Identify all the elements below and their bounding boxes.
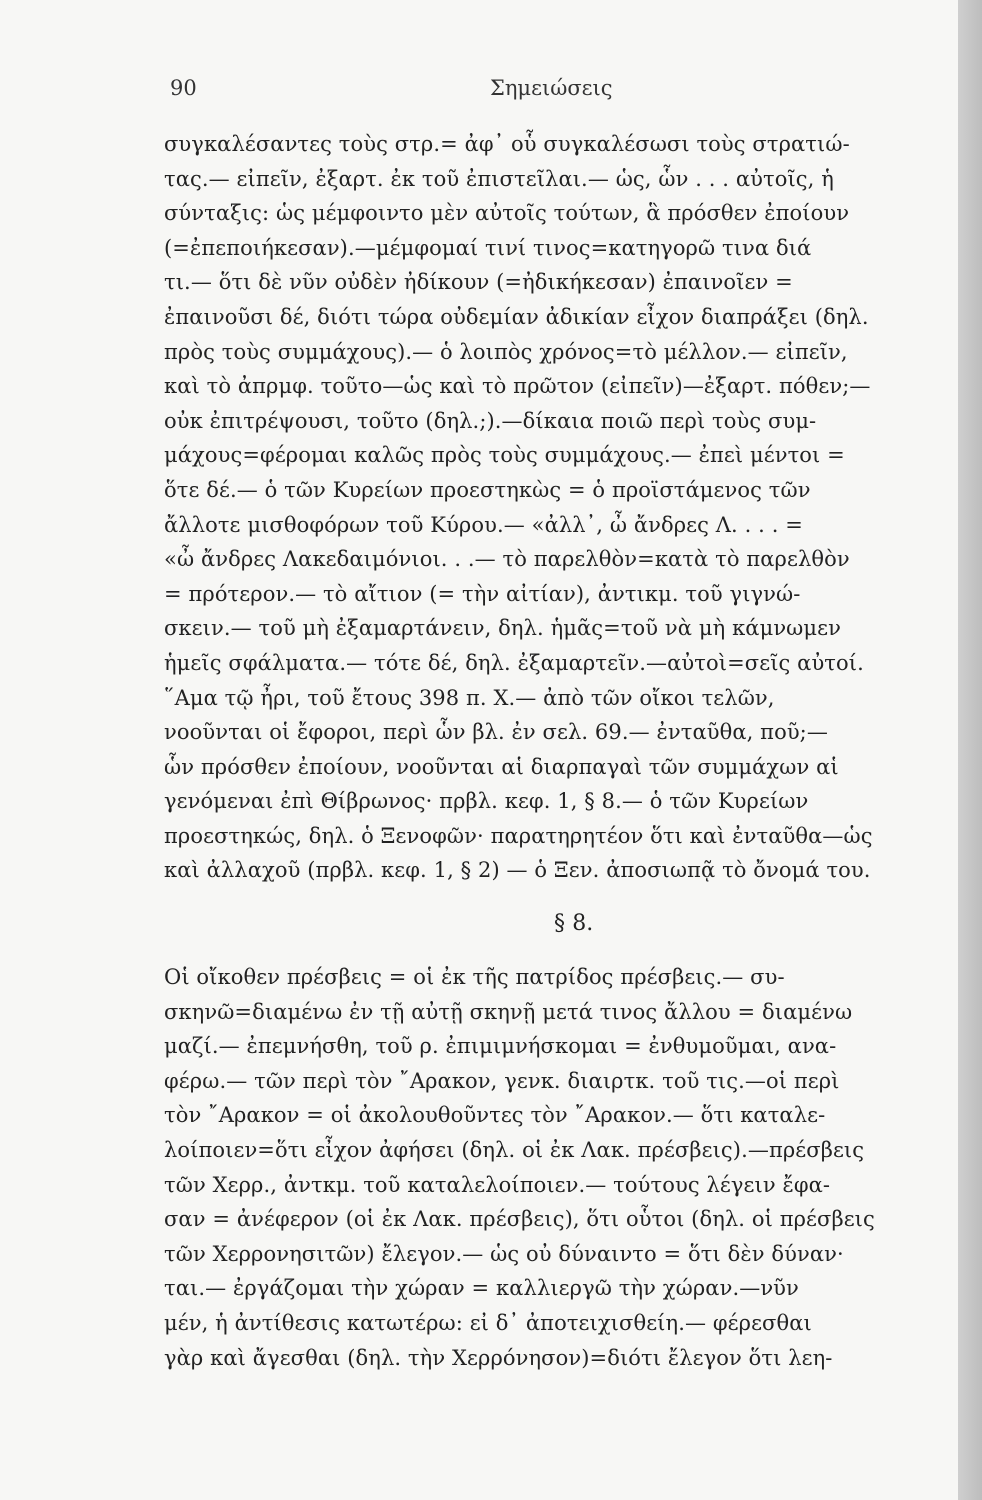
text-line: (=ἐπεποιήκεσαν).—μέμφομαί τινί τινος=κατηγορῶ τινα διά [164,235,812,260]
text-line: Οἱ οἴκοθεν πρέσβεις = οἱ ἐκ τῆς πατρίδος πρέσβεις.— συ- [164,965,785,990]
text-line: σαν = ἀνέφερον (οἱ ἐκ Λακ. πρέσβεις), ὅτι οὗτοι (δηλ. οἱ πρέσβεις [164,1207,875,1232]
text-line: ὅτε δέ.— ὁ τῶν Κυρείων προεστηκὼς = ὁ προϊστάμενος τῶν [164,477,811,502]
text-line: μάχους=φέρομαι καλῶς πρὸς τοὺς συμμάχους.— ἐπεὶ μέντοι = [164,443,845,468]
text-line: καὶ τὸ ἀπρμφ. τοῦτο—ὡς καὶ τὸ πρῶτον (εἰπεῖν)—ἐξαρτ. πόθεν;— [164,374,871,399]
text-line: οὐκ ἐπιτρέψουσι, τοῦτο (δηλ.;).—δίκαια ποιῶ περὶ τοὺς συμ- [164,408,817,433]
text-line: ἐπαινοῦσι δέ, διότι τώρα οὐδεμίαν ἀδικίαν εἶχον διαπράξει (δηλ. [164,304,869,329]
text-line: τῶν Χερρ., ἀντκμ. τοῦ καταλελοίποιεν.— τούτους λέγειν ἔφα- [164,1172,831,1197]
text-line: μαζί.— ἐπεμνήσθη, τοῦ ρ. ἐπιμιμνήσκομαι = ἐνθυμοῦμαι, ανα- [164,1034,837,1059]
text-line: τας.— εἰπεῖν, ἐξαρτ. ἐκ τοῦ ἐπιστεῖλαι.— ὡς, ὧν . . . αὐτοῖς, ἡ [164,166,834,191]
text-line: = πρότερον.— τὸ αἴτιον (= τὴν αἰτίαν), ἀντικμ. τοῦ γιγνώ- [164,581,801,606]
text-line: καὶ ἀλλαχοῦ (πρβλ. κεφ. 1, § 2) — ὁ Ξεν. ἀποσιωπᾷ τὸ ὄνομά του. [164,858,871,883]
text-line: τὸν ῎Αρακον = οἱ ἀκολουθοῦντες τὸν ῎Αρακον.— ὅτι καταλε- [164,1103,826,1128]
text-line: πρὸς τοὺς συμμάχους).— ὁ λοιπὸς χρόνος=τὸ μέλλον.— εἰπεῖν, [164,339,848,364]
text-line: γὰρ καὶ ἄγεσθαι (δηλ. τὴν Χερρόνησον)=διότι ἔλεγον ὅτι λεη- [164,1345,833,1370]
text-line: συγκαλέσαντες τοὺς στρ.= ἀφ᾽ οὗ συγκαλέσωσι τοὺς στρατιώ- [164,132,850,156]
text-line: ἡμεῖς σφάλματα.— τότε δέ, δηλ. ἐξαμαρτεῖν.—αὐτοὶ=σεῖς αὐτοί. [164,650,864,675]
text-line: ἄλλοτε μισθοφόρων τοῦ Κύρου.— «ἀλλ᾽, ὦ ἄνδρες Λ. . . . = [164,512,803,537]
text-line: ται.— ἐργάζομαι τὴν χώραν = καλλιεργῶ τὴν χώραν.—νῦν [164,1276,799,1301]
text-line: ῞Αμα τῷ ἦρι, τοῦ ἔτους 398 π. Χ.— ἀπὸ τῶν οἴκοι τελῶν, [164,685,775,710]
text-line: λοίποιεν=ὅτι εἶχον ἀφήσει (δηλ. οἱ ἐκ Λακ. πρέσβεις).—πρέσβεις [164,1138,865,1163]
text-line: τῶν Χερρονησιτῶν) ἔλεγον.— ὡς οὐ δύναιντο = ὅτι δὲν δύναν· [164,1241,844,1266]
text-line: γενόμεναι ἐπὶ Θίβρωνος· πρβλ. κεφ. 1, § 8.— ὁ τῶν Κυρείων [164,789,809,814]
text-line: σκειν.— τοῦ μὴ ἐξαμαρτάνειν, δηλ. ἡμᾶς=τοῦ νὰ μὴ κάμνωμεν [164,616,842,641]
page-header [170,76,930,106]
text-line: «ὦ ἄνδρες Λακεδαιμόνιοι. . .— τὸ παρελθὸν=κατὰ τὸ παρελθὸν [164,547,850,572]
text-line: νοοῦνται οἱ ἔφοροι, περὶ ὧν βλ. ἐν σελ. 69.— ἐνταῦθα, ποῦ;— [164,720,828,745]
text-line: μέν, ἡ ἀντίθεσις κατωτέρω: εἰ δ᾽ ἀποτειχισθείη.— φέρεσθαι [164,1311,812,1335]
page-edge-shadow [958,0,982,1500]
text-line: τι.— ὅτι δὲ νῦν οὐδὲν ἠδίκουν (=ἠδικήκεσαν) ἐπαινοῖεν = [164,270,793,295]
running-title: Σημειώσεις [490,76,613,100]
section-heading: § 8. [554,911,594,937]
page-number: 90 [170,76,197,100]
text-line: σύνταξις: ὡς μέμφοιντο μὲν αὐτοῖς τούτων, ἃ πρόσθεν ἐποίουν [164,201,850,226]
text-line: προεστηκώς, δηλ. ὁ Ξενοφῶν· παρατηρητέον ὅτι καὶ ἐνταῦθα—ὡς [164,823,873,848]
text-line: ὧν πρόσθεν ἐποίουν, νοοῦνται αἱ διαρπαγαὶ τῶν συμμάχων αἱ [164,754,839,779]
notes-text [164,127,932,1375]
text-line: σκηνῶ=διαμένω ἐν τῇ αὐτῇ σκηνῇ μετά τινος ἄλλου = διαμένω [164,999,853,1024]
text-line: φέρω.— τῶν περὶ τὸν ῎Αρακον, γενκ. διαιρτκ. τοῦ τις.—οἱ περὶ [164,1068,840,1093]
